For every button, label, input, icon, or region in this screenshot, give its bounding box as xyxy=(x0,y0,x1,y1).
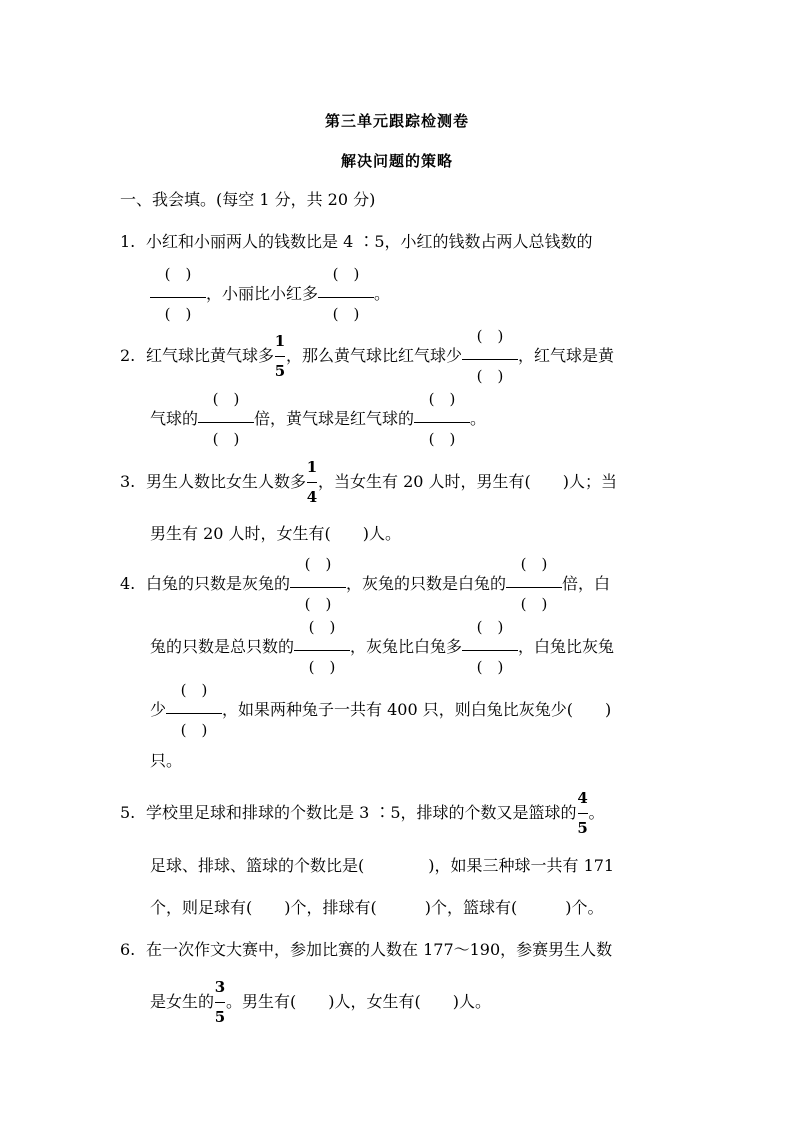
fraction xyxy=(214,977,226,1026)
fraction-bar xyxy=(166,713,222,714)
question-text: ，灰兔比白兔多 xyxy=(350,637,463,656)
question-3-line-2: 男生有 20 人时，女生有( )人。 xyxy=(150,524,402,543)
question-5-line-2: 足球、排球、篮球的个数比是( )，如果三种球一共有 171 xyxy=(150,856,615,875)
question-2-line-1 xyxy=(120,326,615,385)
blank-fraction[interactable] xyxy=(414,389,470,448)
question-text: ，灰兔的只数是白兔的 xyxy=(346,574,507,593)
fraction-bar xyxy=(290,587,346,588)
question-number: 6. xyxy=(120,940,136,959)
numerator-blank: ( ) xyxy=(164,264,192,283)
numerator-blank: ( ) xyxy=(520,554,548,573)
fraction-bar xyxy=(307,482,317,483)
question-text: ，当女生有 20 人时，男生有( )人；当 xyxy=(318,472,618,491)
question-1-line-1 xyxy=(120,232,593,252)
question-text: ，如果两种兔子一共有 400 只，则白兔比灰兔少( ) xyxy=(222,700,612,719)
question-text: 倍，白 xyxy=(562,574,611,593)
numerator-blank: ( ) xyxy=(212,389,240,408)
fraction-bar xyxy=(294,650,350,651)
question-text: 在一次作文大赛中，参加比赛的人数在 177～190，参赛男生人数 xyxy=(146,940,613,959)
numerator-blank: ( ) xyxy=(428,389,456,408)
fraction-bar xyxy=(318,297,374,298)
question-text: 小红和小丽两人的钱数比是 4 ∶5，小红的钱数占两人总钱数的 xyxy=(146,232,593,251)
question-number: 2. xyxy=(120,346,136,365)
question-text: 红气球比黄气球多 xyxy=(146,346,275,365)
fraction-bar xyxy=(150,297,206,298)
blank-fraction[interactable] xyxy=(198,389,254,448)
question-text: 少 xyxy=(150,700,167,719)
numerator-blank: ( ) xyxy=(304,554,332,573)
page-title: 第三单元跟踪检测卷 xyxy=(324,112,469,130)
question-text: 。 xyxy=(588,803,605,822)
fraction-bar xyxy=(462,650,518,651)
question-number: 1. xyxy=(120,232,136,251)
question-text: ，红气球是黄 xyxy=(518,346,615,365)
denominator: 5 xyxy=(274,361,286,380)
question-5-line-1 xyxy=(120,788,605,837)
question-text: 。 xyxy=(374,284,391,303)
question-4-line-4: 只。 xyxy=(150,751,183,770)
question-text: 男生人数比女生人数多 xyxy=(146,472,307,491)
denominator-blank: ( ) xyxy=(476,657,504,676)
numerator: 1 xyxy=(306,457,318,476)
question-5-line-3: 个，则足球有( )个，排球有( )个，篮球有( )个。 xyxy=(150,898,604,917)
blank-fraction[interactable] xyxy=(462,326,518,385)
blank-fraction[interactable] xyxy=(506,554,562,613)
question-4-line-2 xyxy=(150,617,615,676)
denominator-blank: ( ) xyxy=(428,429,456,448)
question-4-line-3 xyxy=(150,680,612,739)
fraction-bar xyxy=(275,356,285,357)
fraction xyxy=(306,457,318,506)
denominator: 4 xyxy=(306,487,318,506)
fraction-bar xyxy=(506,587,562,588)
denominator-blank: ( ) xyxy=(304,594,332,613)
question-text: ，小丽比小红多 xyxy=(206,284,319,303)
numerator: 1 xyxy=(274,331,286,350)
blank-fraction[interactable] xyxy=(150,264,206,323)
denominator-blank: ( ) xyxy=(308,657,336,676)
denominator-blank: ( ) xyxy=(332,304,360,323)
question-text: 。男生有( )人，女生有( )人。 xyxy=(226,992,491,1011)
numerator: 4 xyxy=(577,788,588,807)
question-number: 5. xyxy=(120,803,136,822)
numerator-blank: ( ) xyxy=(332,264,360,283)
fraction-bar xyxy=(414,422,470,423)
question-number: 3. xyxy=(120,472,136,491)
denominator-blank: ( ) xyxy=(212,429,240,448)
numerator-blank: ( ) xyxy=(476,617,504,636)
question-2-line-2 xyxy=(150,389,487,448)
numerator-blank: ( ) xyxy=(308,617,336,636)
question-text: 学校里足球和排球的个数比是 3 ∶5，排球的个数又是篮球的 xyxy=(146,803,577,822)
fraction-bar xyxy=(198,422,254,423)
numerator: 3 xyxy=(214,977,226,996)
question-number: 4. xyxy=(120,574,136,593)
question-1-line-2 xyxy=(150,264,391,323)
question-6-line-1 xyxy=(120,940,612,960)
question-text: 兔的只数是总只数的 xyxy=(150,637,295,656)
denominator: 5 xyxy=(577,818,588,837)
blank-fraction[interactable] xyxy=(166,680,222,739)
fraction-bar xyxy=(578,813,588,814)
question-text: 气球的 xyxy=(150,409,199,428)
question-text: 倍，黄气球是红气球的 xyxy=(254,409,415,428)
fraction-bar xyxy=(215,1002,225,1003)
denominator-blank: ( ) xyxy=(476,366,504,385)
question-6-line-2 xyxy=(150,977,491,1026)
blank-fraction[interactable] xyxy=(290,554,346,613)
blank-fraction[interactable] xyxy=(294,617,350,676)
fraction xyxy=(274,331,286,380)
section-heading: 一、我会填。(每空 1 分，共 20 分) xyxy=(120,190,376,209)
denominator-blank: ( ) xyxy=(164,304,192,323)
numerator-blank: ( ) xyxy=(476,326,504,345)
question-text: 。 xyxy=(470,409,487,428)
question-4-line-1 xyxy=(120,554,611,613)
question-text: 白兔的只数是灰兔的 xyxy=(146,574,291,593)
fraction-bar xyxy=(462,359,518,360)
blank-fraction[interactable] xyxy=(462,617,518,676)
question-text: ，那么黄气球比红气球少 xyxy=(286,346,463,365)
blank-fraction[interactable] xyxy=(318,264,374,323)
denominator-blank: ( ) xyxy=(180,720,208,739)
page-subtitle: 解决问题的策略 xyxy=(340,152,453,170)
denominator-blank: ( ) xyxy=(520,594,548,613)
question-3-line-1 xyxy=(120,457,618,506)
question-text: 是女生的 xyxy=(150,992,215,1011)
fraction xyxy=(577,788,589,837)
numerator-blank: ( ) xyxy=(180,680,208,699)
question-text: ，白兔比灰兔 xyxy=(518,637,615,656)
denominator: 5 xyxy=(214,1007,226,1026)
